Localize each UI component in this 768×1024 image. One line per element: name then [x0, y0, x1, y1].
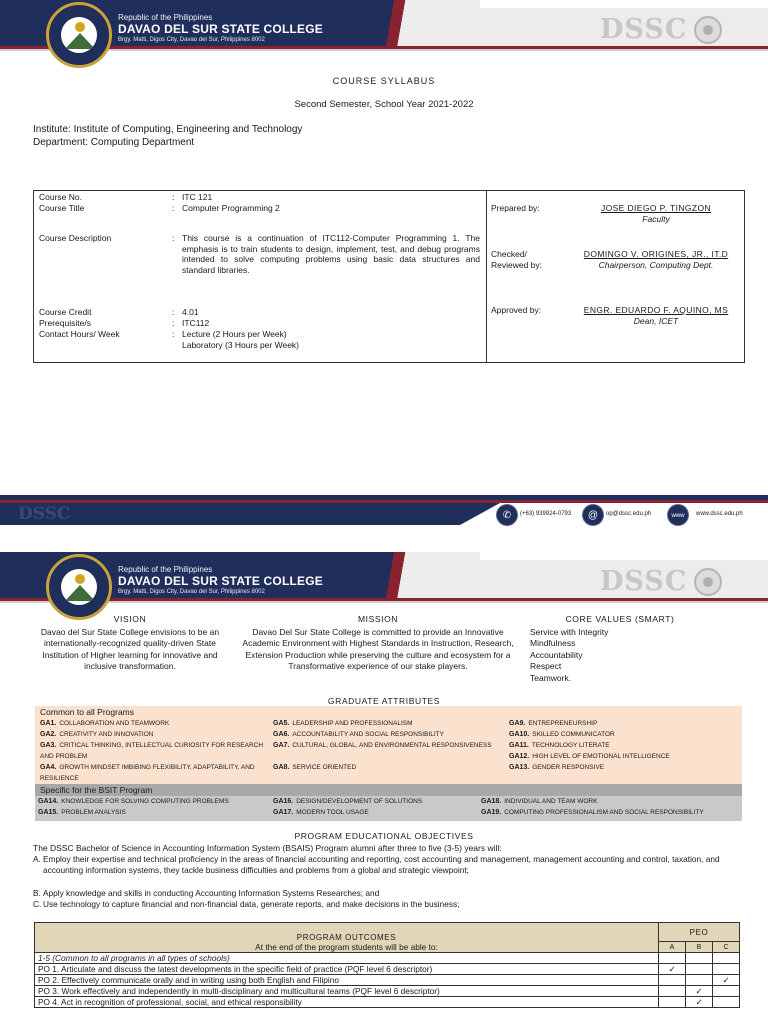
ga-code: GA15.: [38, 809, 59, 816]
po-text: PO 2. Effectively communicate orally and in writing using both English and Filipino: [35, 975, 659, 986]
ga-item: [481, 807, 743, 818]
header-diagonal-band: [300, 0, 480, 46]
ga-text: PROBLEM ANALYSIS: [61, 809, 126, 816]
core-values-heading: CORE VALUES (SMART): [565, 614, 675, 624]
peo-text: Use technology to capture financial and non-financial data, generate reports, and make decisions in the business;: [43, 899, 460, 909]
ga-text: DESIGN/DEVELOPMENT OF SOLUTIONS: [296, 798, 423, 805]
vision-block: [38, 614, 222, 673]
ga-specific-panel: [35, 784, 742, 821]
ga-text: CULTURAL, GLOBAL, AND ENVIRONMENTAL RESPONSIVENESS: [292, 742, 492, 749]
course-title-value: Computer Programming 2: [182, 203, 280, 213]
core-value: Accountability: [530, 649, 583, 660]
core-value: Mindfulness: [530, 638, 576, 648]
footer-brand-watermark: DSSC: [18, 504, 71, 524]
ga-item: [509, 729, 737, 740]
ga-text: KNOWLEDGE FOR SOLVING COMPUTING PROBLEMS: [61, 798, 229, 805]
footer-phone: (+63) 939924-0793: [520, 511, 572, 517]
table-row: [35, 986, 740, 997]
prepared-by-label: Prepared by:: [491, 203, 540, 213]
ga-text: ACCOUNTABILITY AND SOCIAL RESPONSIBILITY: [292, 731, 444, 738]
colon: :: [172, 192, 175, 202]
college-name: DAVAO DEL SUR STATE COLLEGE: [118, 22, 323, 36]
peo-col-a: A: [659, 942, 686, 953]
ga-code: GA16.: [273, 798, 294, 805]
checked-by-label: [491, 249, 542, 270]
peo-key: A.: [33, 854, 41, 864]
table-row: [35, 964, 740, 975]
check-mark: ✓: [659, 964, 686, 975]
mission-block: [236, 614, 520, 673]
ga-item: [273, 807, 501, 818]
prerequisite-label: Prerequisite/s: [39, 318, 91, 328]
phone-icon: ✆: [496, 504, 518, 526]
ga-text: ENTREPRENEURSHIP: [528, 720, 598, 727]
colon: :: [172, 233, 175, 243]
course-box-divider: [486, 191, 487, 362]
footer-navy-band: [0, 503, 500, 525]
peo-text: Apply knowledge and skills in conducting Accounting Information Systems Researches; and: [43, 888, 380, 898]
po-text: PO 1. Articulate and discuss the latest developments in the specific field of practice (PQF level 6 descriptor): [35, 964, 659, 975]
ga-item: [273, 796, 501, 807]
peo-key: B.: [33, 888, 41, 898]
ga-text: HIGH LEVEL OF EMOTIONAL INTELLIGENCE: [532, 753, 670, 760]
table-row: [35, 975, 740, 986]
ga-text: COLLABORATION AND TEAMWORK: [59, 720, 170, 727]
course-no-label: Course No.: [39, 192, 82, 202]
web-icon: www: [667, 504, 689, 526]
ga-text: COMPUTING PROFESSIONALISM AND SOCIAL RESPONSIBILITY: [504, 809, 704, 816]
ga-text: INDIVIDUAL AND TEAM WORK: [504, 798, 598, 805]
ga-item: [40, 762, 268, 784]
ga-text: CREATIVITY AND INNOVATION: [59, 731, 154, 738]
ga-code: GA6.: [273, 731, 290, 738]
program-outcomes-table: [34, 922, 740, 1008]
ga-specific-label: Specific for the BSIT Program: [40, 785, 153, 795]
ga-text: TECHNOLOGY LITERATE: [531, 742, 610, 749]
vision-text: Davao del Sur State College envisions to be an internationally-recognized quality-driven State Institution of Higher learning for innovative and inclusive transformation.: [40, 626, 220, 671]
ga-code: GA7.: [273, 742, 290, 749]
brand-wordmark: DSSC: [600, 566, 688, 597]
ga-item: [273, 740, 501, 751]
colon: :: [172, 307, 175, 317]
po-text: PO 4. Act in recognition of professional, social, and ethical responsibility: [35, 997, 659, 1008]
course-title-label: Course Title: [39, 203, 85, 213]
po-subtitle: At the end of the program students will be able to:: [255, 942, 438, 952]
peo-key: C.: [33, 899, 42, 909]
ga-common-panel: [35, 706, 742, 784]
peo-header: PEO: [659, 923, 740, 942]
semester-line: Second Semester, School Year 2021-2022: [294, 99, 474, 110]
table-row: [35, 997, 740, 1008]
ga-text: CRITICAL THINKING, INTELLECTUAL CURIOSITY FOR RESEARCH AND PROBLEM: [40, 742, 264, 760]
brand-wordmark: DSSC: [600, 14, 688, 45]
department-line: Department: Computing Department: [33, 137, 195, 148]
course-info-box: [33, 190, 745, 363]
po-header-cell: [35, 923, 659, 953]
ga-item: [38, 796, 266, 807]
ga-code: GA18.: [481, 798, 502, 805]
college-address: Brgy. Matti, Digos City, Davao del Sur, Philippines 8002: [118, 589, 265, 595]
prepared-by-role: Faculty: [642, 213, 670, 224]
po-group-label: 1-5 (Common to all programs in all types of schools): [35, 953, 659, 964]
ga-item: [38, 807, 266, 818]
po-title: PROGRAM OUTCOMES: [296, 933, 397, 942]
brand-seal-icon: [694, 568, 722, 596]
ga-item: [509, 751, 737, 762]
brand-seal-icon: [694, 16, 722, 44]
contact-hours-lab: Laboratory (3 Hours per Week): [182, 340, 300, 350]
graduate-attributes-heading: GRADUATE ATTRIBUTES: [327, 696, 441, 706]
header-grey-line: [0, 49, 768, 51]
ga-code: GA5.: [273, 720, 290, 727]
page2-header: [0, 552, 768, 608]
peo-item: [33, 854, 723, 875]
ga-text: SERVICE ORIENTED: [292, 764, 357, 771]
course-credit-label: Course Credit: [39, 307, 92, 317]
ga-code: GA13.: [509, 764, 530, 771]
ga-code: GA19.: [481, 809, 502, 816]
footer-website: www.dssc.edu.ph: [696, 511, 743, 517]
ga-code: GA10.: [509, 731, 530, 738]
po-text: PO 3. Work effectively and independently in multi-disciplinary and multicultural teams (PQF level 6 descriptor): [35, 986, 659, 997]
ga-common-label: Common to all Programs: [40, 707, 135, 717]
page1-footer: [0, 495, 768, 535]
ga-item: [509, 762, 737, 773]
ga-item: [40, 740, 268, 762]
ga-code: GA9.: [509, 720, 526, 727]
ga-text: LEADERSHIP AND PROFESSIONALISM: [292, 720, 413, 727]
header-diagonal-band: [300, 552, 480, 598]
ga-item: [481, 796, 741, 807]
core-value: Service with Integrity: [530, 626, 609, 637]
prepared-by-name: JOSE DIEGO P. TINGZON: [600, 203, 712, 213]
college-seal-logo: [46, 554, 112, 620]
email-icon: @: [582, 504, 604, 526]
checked-label-line1: Checked/: [491, 249, 527, 259]
core-value: Respect: [530, 661, 562, 671]
vision-heading: VISION: [113, 614, 147, 624]
checked-by-role: Chairperson, Computing Dept.: [598, 259, 714, 270]
course-no-value: ITC 121: [182, 192, 213, 202]
prerequisite-value: ITC112: [182, 318, 210, 328]
ga-item: [40, 729, 268, 740]
approved-by-block: [574, 305, 738, 326]
ga-code: GA14.: [38, 798, 59, 805]
checked-by-block: [574, 249, 738, 270]
prepared-by-block: [574, 203, 738, 224]
page1-header: [0, 0, 768, 56]
check-mark: ✓: [686, 997, 713, 1008]
ga-code: GA12.: [509, 753, 530, 760]
ga-code: GA2.: [40, 731, 57, 738]
peo-item: [33, 899, 723, 910]
institute-block: [33, 123, 302, 149]
checked-by-name: DOMINGO V. ORIGINES, JR., IT.D: [583, 249, 729, 259]
republic-text: Republic of the Philippines: [118, 13, 213, 22]
ga-text: GROWTH MINDSET IMBIBING FLEXIBILITY, ADAPTABILITY, AND RESILIENCE: [40, 764, 255, 782]
ga-code: GA3.: [40, 742, 57, 749]
syllabus-title: COURSE SYLLABUS: [332, 76, 436, 86]
colon: :: [172, 318, 175, 328]
approved-by-label: Approved by:: [491, 305, 542, 315]
ga-code: GA1.: [40, 720, 57, 727]
footer-email: op@dssc.edu.ph: [606, 511, 652, 517]
institute-line: Institute: Institute of Computing, Engineering and Technology: [33, 124, 303, 135]
checked-label-line2: Reviewed by:: [491, 259, 543, 270]
ga-text: SKILLED COMMUNICATOR: [532, 731, 615, 738]
course-desc-value: This course is a continuation of ITC112-Computer Programming 1. The emphasis is to train students to design, implement, test, and debug programs intended to solve computing problems using basic data structures and standard libraries.: [182, 233, 480, 275]
colon: :: [172, 329, 175, 339]
ga-item: [273, 729, 501, 740]
college-address: Brgy. Matti, Digos City, Davao del Sur, Philippines 8002: [118, 37, 265, 43]
ga-code: GA4.: [40, 764, 57, 771]
peo-text: Employ their expertise and technical proficiency in the areas of financial accounting and reporting, cost accounting and management, management accounting and control, taxation, and accounting information systems, they tackle business difficulties and problems from a global and strategic viewpoint;: [43, 854, 720, 875]
ga-item: [509, 740, 737, 751]
ga-item: [40, 718, 268, 729]
ga-item: [273, 762, 501, 773]
contact-hours-lecture: Lecture (2 Hours per Week): [182, 329, 287, 339]
peo-heading: PROGRAM EDUCATIONAL OBJECTIVES: [294, 831, 474, 841]
core-values-block: [530, 614, 710, 684]
ga-code: GA17.: [273, 809, 294, 816]
check-mark: ✓: [713, 975, 740, 986]
header-grey-line: [0, 601, 768, 603]
course-credit-value: 4.01: [182, 307, 199, 317]
approved-by-role: Dean, ICET: [633, 315, 679, 326]
ga-item: [509, 718, 737, 729]
peo-item: [33, 888, 723, 899]
footer-red-line: [0, 500, 768, 503]
mission-heading: MISSION: [357, 614, 399, 624]
approved-by-name: ENGR. EDUARDO F. AQUINO, MS: [583, 305, 729, 315]
ga-text: MODERN TOOL USAGE: [296, 809, 369, 816]
check-mark: ✓: [686, 986, 713, 997]
ga-code: GA8.: [273, 764, 290, 771]
peo-intro: The DSSC Bachelor of Science in Accounting Information System (BSAIS) Program alumni after three to five (3-5) years will:: [33, 843, 502, 853]
core-value: Teamwork.: [530, 672, 572, 683]
college-seal-logo: [46, 2, 112, 68]
college-name: DAVAO DEL SUR STATE COLLEGE: [118, 574, 323, 588]
course-desc-label: Course Description: [39, 233, 112, 243]
peo-col-c: C: [713, 942, 740, 953]
republic-text: Republic of the Philippines: [118, 565, 213, 574]
ga-text: GENDER RESPONSIVE: [532, 764, 605, 771]
ga-code: GA11.: [509, 742, 529, 749]
contact-hours-label: Contact Hours/ Week: [39, 329, 120, 339]
ga-item: [273, 718, 501, 729]
peo-col-b: B: [686, 942, 713, 953]
mission-text: Davao Del Sur State College is committed to provide an Innovative Academic Environment with Highest Standards in Instruction, Research, Extension Production while preserving the culture and ecosystem for a Transformative experience of our stake players.: [242, 626, 514, 671]
colon: :: [172, 203, 175, 213]
